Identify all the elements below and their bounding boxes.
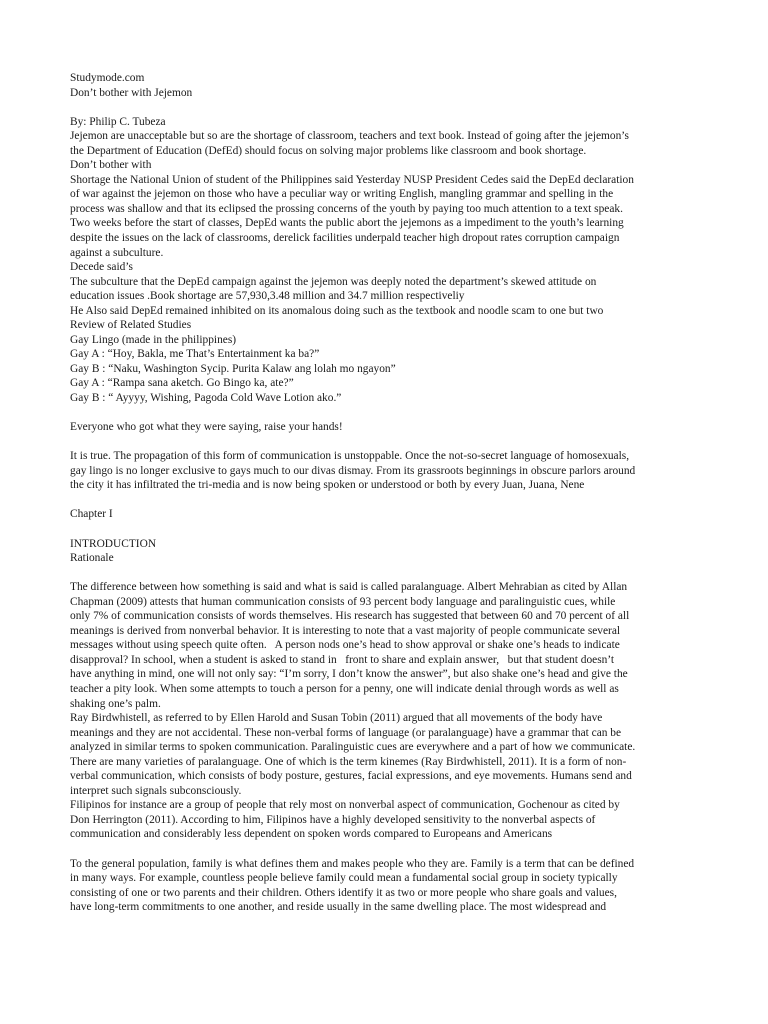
- text-line: Chapman (2009) attests that human communication consists of 93 percent body language and paralinguistic cues, while: [70, 595, 616, 608]
- text-line: Gay B : “ Ayyyy, Wishing, Pagoda Cold Wave Lotion ako.”: [70, 392, 342, 405]
- text-line: messages without using speech quite often. A person nods one’s head to show approval or shake one’s heads to indicate: [70, 639, 620, 652]
- document-body: [70, 71, 760, 915]
- text-line: consisting of one or two parents and their children. Others identify it as two or more people who share goals and values,: [70, 886, 617, 899]
- document-page: [70, 71, 760, 915]
- text-line: Don’t bother with Jejemon: [70, 86, 193, 99]
- text-line: There are many varieties of paralanguage. One of which is the term kinemes (Ray Birdwhistell, 2011). It is a form of non-: [70, 755, 627, 768]
- text-line: Ray Birdwhistell, as referred to by Ellen Harold and Susan Tobin (2011) argued that all movements of the body have: [70, 712, 603, 725]
- text-line: Everyone who got what they were saying, raise your hands!: [70, 421, 343, 434]
- text-line: disapproval? In school, when a student is asked to stand in front to share and explain answer, but that student doesn’t: [70, 653, 615, 666]
- text-line: Gay A : “Rampa sana aketch. Go Bingo ka, ate?”: [70, 377, 294, 390]
- text-line: Filipinos for instance are a group of people that rely most on nonverbal aspect of communication, Gochenour as cited by: [70, 799, 620, 812]
- blank-line: [70, 406, 760, 421]
- text-line: Review of Related Studies: [70, 319, 192, 332]
- text-line: Gay B : “Naku, Washington Sycip. Purita Kalaw ang lolah mo ngayon”: [70, 362, 396, 375]
- text-line: The subculture that the DepEd campaign against the jejemon was deeply noted the department’s skewed attitude on: [70, 275, 597, 288]
- text-line: against a subculture.: [70, 246, 164, 259]
- text-line: Decede said’s: [70, 261, 133, 274]
- text-line: in many ways. For example, countless people believe family could mean a fundamental social group in society typically: [70, 872, 618, 885]
- text-line: analyzed in similar terms to spoken communication. Paralinguistic cues are everywhere and a part of how we communicate.: [70, 741, 636, 754]
- text-line: meanings and they are not accidental. These non-verbal forms of language (or paralanguage) have a grammar that can be: [70, 726, 622, 739]
- text-line: Gay Lingo (made in the philippines): [70, 333, 237, 346]
- text-line: teacher a pity look. When some attempts to touch a person for a penny, one will indicate denial through words as well as: [70, 682, 619, 695]
- text-line: only 7% of communication consists of words themselves. His research has suggested that between 60 and 70 percent of all: [70, 610, 630, 623]
- text-line: Two weeks before the start of classes, DepEd wants the public abort the jejemons as a impediment to the youth’s learning: [70, 217, 624, 230]
- text-line: It is true. The propagation of this form of communication is unstoppable. Once the not-so-secret language of homosexuals,: [70, 450, 630, 463]
- text-line: Shortage the National Union of student of the Philippines said Yesterday NUSP President Cedes said the DepEd declaration: [70, 173, 634, 186]
- blank-line: [70, 842, 760, 857]
- text-line: The difference between how something is said and what is said is called paralanguage. Albert Mehrabian as cited by Allan: [70, 581, 628, 594]
- text-line: gay lingo is no longer exclusive to gays much to our divas dismay. From its grassroots beginnings in obscure parlors around: [70, 464, 636, 477]
- text-line: the city it has infiltrated the tri-media and is now being spoken or understood or both by every Juan, Juana, Nene: [70, 479, 585, 492]
- text-line: INTRODUCTION: [70, 537, 157, 550]
- blank-line: [70, 522, 760, 537]
- text-line: education issues .Book shortage are 57,930,3.48 million and 34.7 million respectiveliy: [70, 290, 465, 303]
- text-line: He Also said DepEd remained inhibited on its anomalous doing such as the textbook and noodle scam to one but two: [70, 304, 604, 317]
- blank-line: [70, 493, 760, 508]
- text-line: verbal communication, which consists of body posture, gestures, facial expressions, and eye movements. Humans send and: [70, 770, 632, 783]
- text-line: of war against the jejemon on those who have a peculiar way or writing English, mangling grammar and spelling in the: [70, 188, 614, 201]
- text-line: By: Philip C. Tubeza: [70, 115, 166, 128]
- text-line: Don Herrington (2011). According to him, Filipinos have a highly developed sensitivity to the nonverbal aspects of: [70, 813, 596, 826]
- text-line: Gay A : “Hoy, Bakla, me That’s Entertainment ka ba?”: [70, 348, 320, 361]
- text-line: meanings is derived from nonverbal behavior. It is interesting to note that a vast majority of people communicate several: [70, 624, 621, 637]
- blank-line: [70, 435, 760, 450]
- blank-line: [70, 100, 760, 115]
- blank-line: [70, 566, 760, 581]
- text-line: interpret such signals subconsciously.: [70, 784, 242, 797]
- text-line: communication and considerably less dependent on spoken words compared to Europeans and Americans: [70, 828, 553, 841]
- text-line: To the general population, family is what defines them and makes people who they are. Family is a term that can be defined: [70, 857, 635, 870]
- text-line: despite the issues on the lack of classrooms, derelick facilities underpald teacher high dropout rates corruption campaign: [70, 232, 620, 245]
- text-line: Rationale: [70, 552, 114, 565]
- text-line: Don’t bother with: [70, 159, 152, 172]
- text-line: Jejemon are unacceptable but so are the shortage of classroom, teachers and text book. Instead of going after the jejemon’s: [70, 130, 629, 143]
- text-line: have anything in mind, one will not only say: “I’m sorry, I don’t know the answer”, but also shake one’s head and give the: [70, 668, 628, 681]
- text-line: process was shallow and that its eclipsed the prossing concerns of the youth by paying too much attention to a text speak.: [70, 202, 623, 215]
- text-line: Chapter I: [70, 508, 113, 521]
- text-line: Studymode.com: [70, 72, 145, 84]
- text-line: shaking one’s palm.: [70, 697, 161, 710]
- text-line: the Department of Education (DefEd) should focus on solving major problems like classroom and book shortage.: [70, 144, 587, 157]
- text-line: have long-term commitments to one another, and reside usually in the same dwelling place. The most widespread and: [70, 901, 607, 914]
